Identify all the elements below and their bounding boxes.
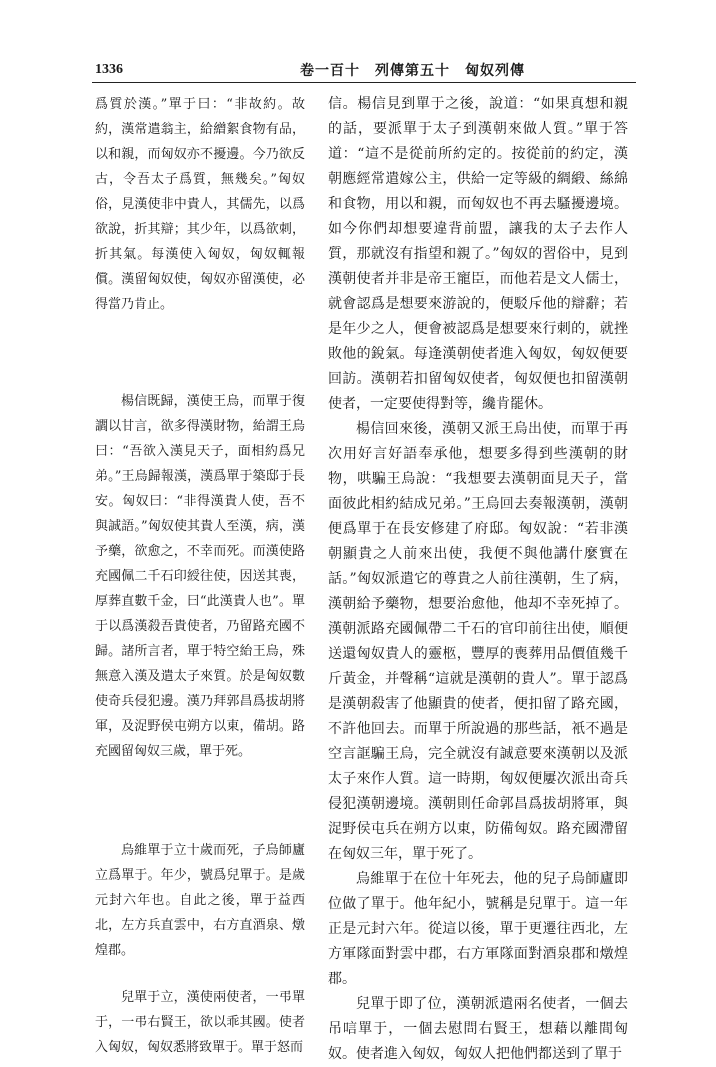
original-paragraph: 烏維單于立十歲而死，子烏師廬立爲單于。年少，號爲兒單于。是歲元封六年也。自此之後，單于益西北，左方兵直雲中，右方直酒泉、燉煌郡。 — [95, 843, 305, 958]
paragraph-gap — [95, 317, 305, 389]
original-paragraph: 楊信既歸，漢使王烏，而單于復讇以甘言，欲多得漢財物，紿謂王烏曰：“吾欲入漢見天子，面相約爲兄弟。”王烏歸報漢，漢爲單于築邸于長安。匈奴曰：“非得漢貴人使，吾不與誠語。”匈奴使其貴人至漢，病，漢予藥，欲愈之，不幸而死。而漢使路充國佩二千石印綬往使，因送其喪，厚葬直數千金，曰“此漢貴人也”。單于以爲漢殺吾貴使者，乃留路充國不歸。諸所言者，單于特空紿王烏，殊無意入漢及遣太子來質。於是匈奴數使奇兵侵犯邊。漢乃拜郭昌爲拔胡將軍，及浞野侯屯朔方以東，備胡。路充國留匈奴三歲，單于死。 — [95, 394, 305, 759]
translation-text-column — [328, 92, 628, 1067]
original-text-column — [95, 92, 305, 1060]
paragraph-gap — [95, 764, 305, 838]
translation-paragraph: 信。楊信見到單于之後，說道：“如果真想和親的話，要派單于太子到漢朝來做人質。”單于答道：“這不是從前所約定的。按從前的約定，漢朝應經常遣嫁公主，供給一定等級的綢緞、絲綿和食物，用以和親，而匈奴也不再去騷擾邊境。如今你們却想要違背前盟，讓我的太子去作人質，那就沒有指望和親了。”匈奴的習俗中，見到漢朝使者并非是帝王寵臣，而他若是文人儒士，就會認爲是想要來游說的，便駁斥他的辯辭；若是年少之人，便會被認爲是想要來行刺的，就挫敗他的銳氣。每逢漢朝使者進入匈奴，匈奴便要回訪。漢朝若扣留匈奴使者，匈奴便也扣留漢朝使者，一定要使得對等，纔肯罷休。 — [328, 96, 628, 412]
translation-paragraph: 兒單于即了位，漢朝派遣兩名使者，一個去吊唁單于，一個去慰問右賢王，想藉以離間匈奴。使者進入匈奴，匈奴人把他們都送到了單于 — [328, 996, 628, 1062]
original-paragraph: 爲質於漢。”單于曰：“非故約。故約，漢常遣翁主，給繒絮食物有品，以和親，而匈奴亦不擾邊。今乃欲反古，令吾太子爲質，無幾矣。”匈奴俗，見漢使非中貴人，其儒先，以爲欲說，折其辯；其少年，以爲欲刺，折其氣。每漢使入匈奴，匈奴輒報償。漢留匈奴使，匈奴亦留漢使，必得當乃肯止。 — [95, 97, 305, 312]
original-paragraph: 兒單于立，漢使兩使者，一弔單于，一弔右賢王，欲以乖其國。使者入匈奴，匈奴悉將致單于。單于怒而 — [95, 990, 305, 1055]
paragraph-gap — [95, 963, 305, 985]
page-number: 1336 — [95, 62, 123, 77]
header-rule — [92, 82, 636, 83]
translation-paragraph: 烏維單于在位十年死去，他的兒子烏師廬即位做了單于。他年紀小，號稱是兒單于。這一年正是元封六年。從這以後，單于更遷往西北，左方軍隊面對雲中郡，右方軍隊面對酒泉郡和燉煌郡。 — [328, 871, 628, 987]
translation-paragraph: 楊信回來後，漢朝又派王烏出使，而單于再次用好言好語奉承他，想要多得到些漢朝的財物，哄騙王烏說：“我想要去漢朝面見天子，當面彼此相約結成兄弟。”王烏回去奏報漢朝，漢朝便爲單于在長安修建了府邸。匈奴說：“若非漢朝顯貴之人前來出使，我便不與他講什麼實在話。”匈奴派遣它的尊貴之人前往漢朝，生了病，漢朝給予藥物，想要治愈他，他却不幸死掉了。漢朝派路充國佩帶二千石的官印前往出使，順便送還匈奴貴人的靈柩，豐厚的喪葬用品價值幾千斤黃金，并聲稱“這就是漢朝的貴人”。單于認爲是漢朝殺害了他顯貴的使者，便扣留了路充國，不許他回去。而單于所說過的那些話，衹不過是空言誆騙王烏，完全就沒有誠意要來漢朝以及派太子來作人質。這一時期，匈奴便屢次派出奇兵侵犯漢朝邊境。漢朝則任命郭昌爲拔胡將軍，與浞野侯屯兵在朔方以東，防備匈奴。路充國滯留在匈奴三年，單于死了。 — [328, 421, 628, 862]
running-head: 卷一百十 列傳第五十 匈奴列傳 — [300, 63, 525, 79]
